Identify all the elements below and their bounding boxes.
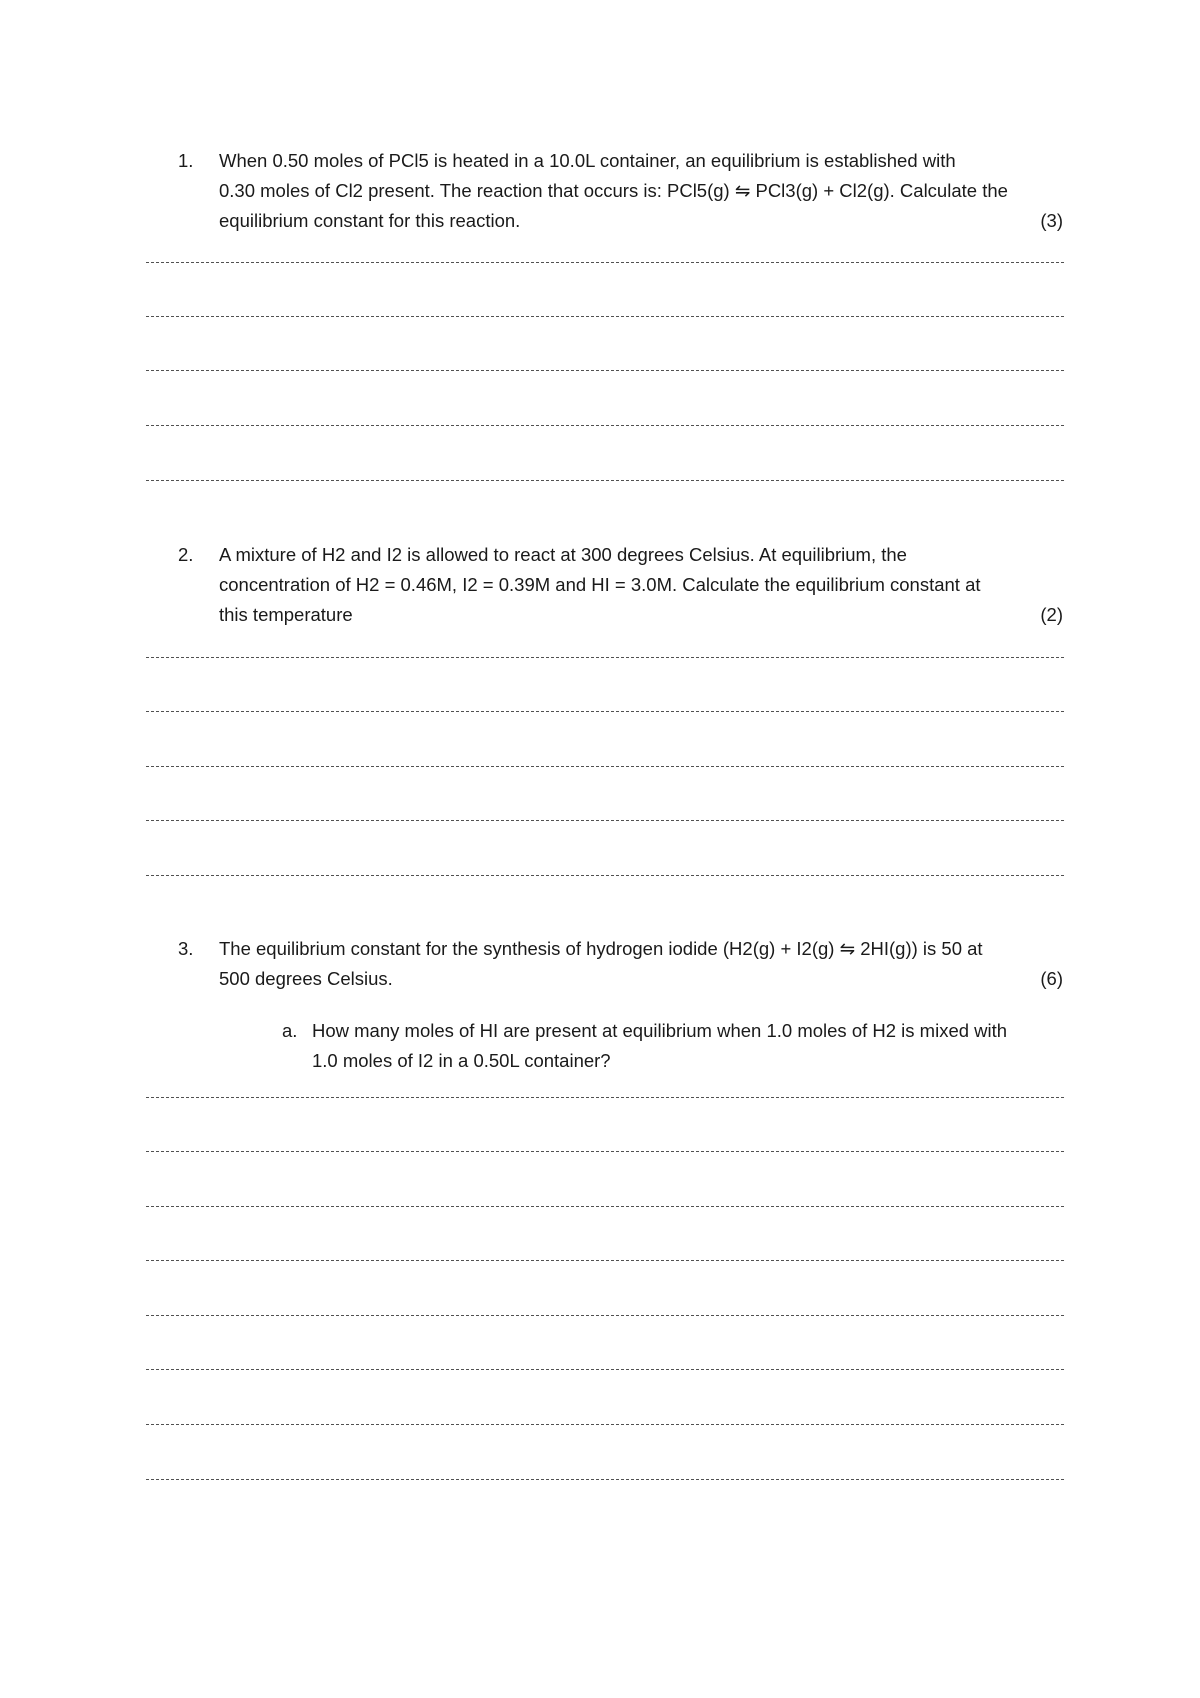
question-3-number: 3. bbox=[178, 938, 194, 959]
answer-line bbox=[146, 711, 1064, 712]
answer-line bbox=[146, 425, 1064, 426]
question-1 bbox=[178, 146, 1063, 236]
answer-line bbox=[146, 1479, 1064, 1480]
question-3a-label: a. bbox=[282, 1020, 298, 1041]
answer-line bbox=[146, 1206, 1064, 1207]
answer-line bbox=[146, 766, 1064, 767]
question-3 bbox=[178, 934, 1063, 994]
question-1-text bbox=[219, 146, 1063, 236]
question-3a-line-2: 1.0 moles of I2 in a 0.50L container? bbox=[312, 1050, 611, 1071]
question-1-line-2: 0.30 moles of Cl2 present. The reaction that occurs is: PCl5(g) ⇋ PCl3(g) + Cl2(g). Calculate the bbox=[219, 180, 1008, 201]
question-2-text bbox=[219, 540, 1063, 630]
question-3-line-2: 500 degrees Celsius. bbox=[219, 968, 393, 989]
answer-line bbox=[146, 1315, 1064, 1316]
question-2-line-2: concentration of H2 = 0.46M, I2 = 0.39M and HI = 3.0M. Calculate the equilibrium constant at bbox=[219, 574, 981, 595]
question-1-line-3: equilibrium constant for this reaction. bbox=[219, 210, 521, 231]
question-3a-text bbox=[312, 1016, 1062, 1076]
answer-line bbox=[146, 1369, 1064, 1370]
question-2 bbox=[178, 540, 1063, 630]
question-2-marks: (2) bbox=[1040, 604, 1063, 625]
question-1-line-1: When 0.50 moles of PCl5 is heated in a 10.0L container, an equilibrium is established with bbox=[219, 150, 956, 171]
answer-line bbox=[146, 657, 1064, 658]
answer-line bbox=[146, 1097, 1064, 1098]
answer-line bbox=[146, 1260, 1064, 1261]
answer-line bbox=[146, 316, 1064, 317]
answer-line bbox=[146, 262, 1064, 263]
question-3a-line-1: How many moles of HI are present at equilibrium when 1.0 moles of H2 is mixed with bbox=[312, 1020, 1008, 1041]
answer-line bbox=[146, 370, 1064, 371]
question-1-marks: (3) bbox=[1040, 210, 1063, 231]
question-3-line-1: The equilibrium constant for the synthesis of hydrogen iodide (H2(g) + I2(g) ⇋ 2HI(g)) is 50 at bbox=[219, 938, 983, 959]
question-2-number: 2. bbox=[178, 544, 194, 565]
answer-line bbox=[146, 480, 1064, 481]
question-3-marks: (6) bbox=[1040, 968, 1063, 989]
answer-line bbox=[146, 820, 1064, 821]
question-1-number: 1. bbox=[178, 150, 194, 171]
answer-line bbox=[146, 1151, 1064, 1152]
question-2-line-1: A mixture of H2 and I2 is allowed to react at 300 degrees Celsius. At equilibrium, the bbox=[219, 544, 907, 565]
answer-line bbox=[146, 875, 1064, 876]
question-3-text bbox=[219, 934, 1063, 994]
question-2-line-3: this temperature bbox=[219, 604, 353, 625]
answer-line bbox=[146, 1424, 1064, 1425]
question-3a bbox=[282, 1016, 1062, 1076]
